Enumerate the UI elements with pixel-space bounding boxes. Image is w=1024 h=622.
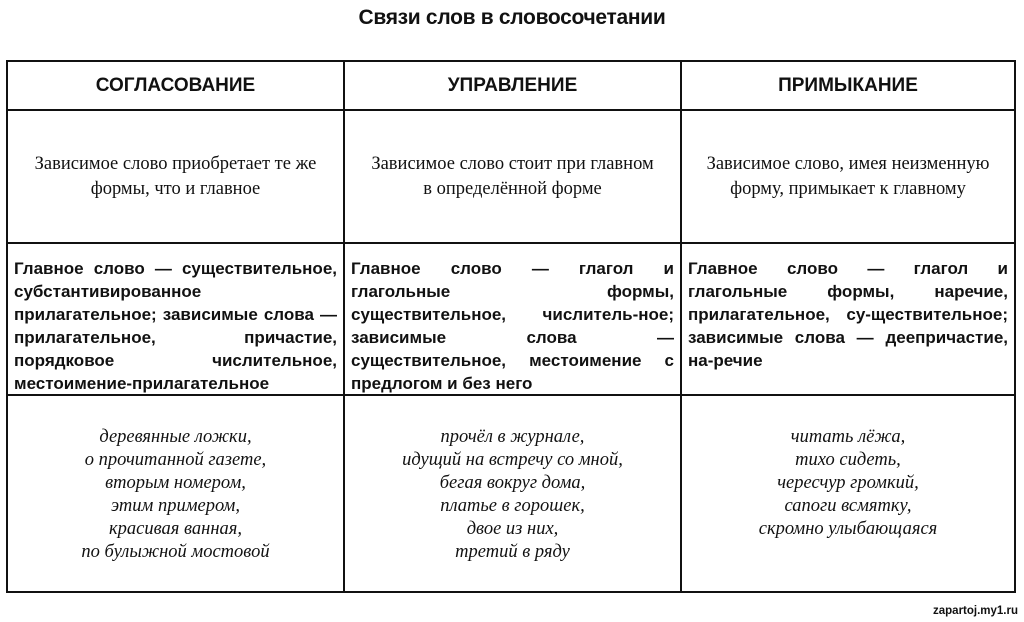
example-item: красивая ванная,: [109, 519, 242, 539]
words-text: Главное слово — глагол и глагольные формы, существительное, числитель-ное; зависимые слова — существительное, местоимение с предлогом и без него: [351, 259, 674, 393]
examples-adjunction: [682, 396, 1014, 591]
word-links-table: [6, 60, 1016, 593]
example-item: тихо сидеть,: [795, 450, 901, 470]
example-item: читать лёжа,: [790, 427, 906, 447]
definition-text: Зависимое слово стоит при главном в определённой форме: [371, 153, 654, 199]
example-item: идущий на встречу со мной,: [402, 450, 623, 470]
watermark: zapartoj.my1.ru: [933, 605, 1018, 617]
definition-text: Зависимое слово, имея неизменную форму, примыкает к главному: [706, 153, 990, 199]
header-adjunction: ПРИМЫКАНИЕ: [682, 62, 1014, 111]
words-agreement: [8, 244, 345, 396]
definition-text: Зависимое слово приобретает те же формы, что и главное: [34, 153, 317, 199]
header-government: УПРАВЛЕНИЕ: [345, 62, 682, 111]
example-item: бегая вокруг дома,: [439, 473, 586, 493]
page-title: Связи слов в словосочетании: [358, 6, 666, 29]
example-item: третий в ряду: [455, 542, 570, 562]
example-item: сапоги всмятку,: [784, 496, 912, 516]
definition-agreement: [8, 111, 345, 244]
header-agreement: СОГЛАСОВАНИЕ: [8, 62, 345, 111]
examples-government: [345, 396, 682, 591]
words-adjunction: [682, 244, 1014, 396]
examples-agreement: [8, 396, 345, 591]
example-item: по булыжной мостовой: [81, 542, 270, 562]
words-government: [345, 244, 682, 396]
example-item: прочёл в журнале,: [440, 427, 585, 447]
words-text: Главное слово — существительное, субстантивированное прилагательное; зависимые слова — прилагательное, причастие, порядковое числительное, местоимение-прилагательное: [14, 259, 337, 393]
words-text: Главное слово — глагол и глагольные формы, наречие, прилагательное, су-ществительное; зависимые слова — деепричастие, на-речие: [688, 259, 1008, 370]
definition-government: [345, 111, 682, 244]
definition-adjunction: [682, 111, 1014, 244]
example-item: скромно улыбающаяся: [758, 519, 938, 539]
example-item: деревянные ложки,: [99, 427, 252, 447]
example-item: чересчур громкий,: [777, 473, 919, 493]
example-item: платье в горошек,: [440, 496, 585, 516]
example-item: этим примером,: [111, 496, 240, 516]
example-item: вторым номером,: [105, 473, 246, 493]
example-item: о прочитанной газете,: [84, 450, 267, 470]
example-item: двое из них,: [466, 519, 559, 539]
